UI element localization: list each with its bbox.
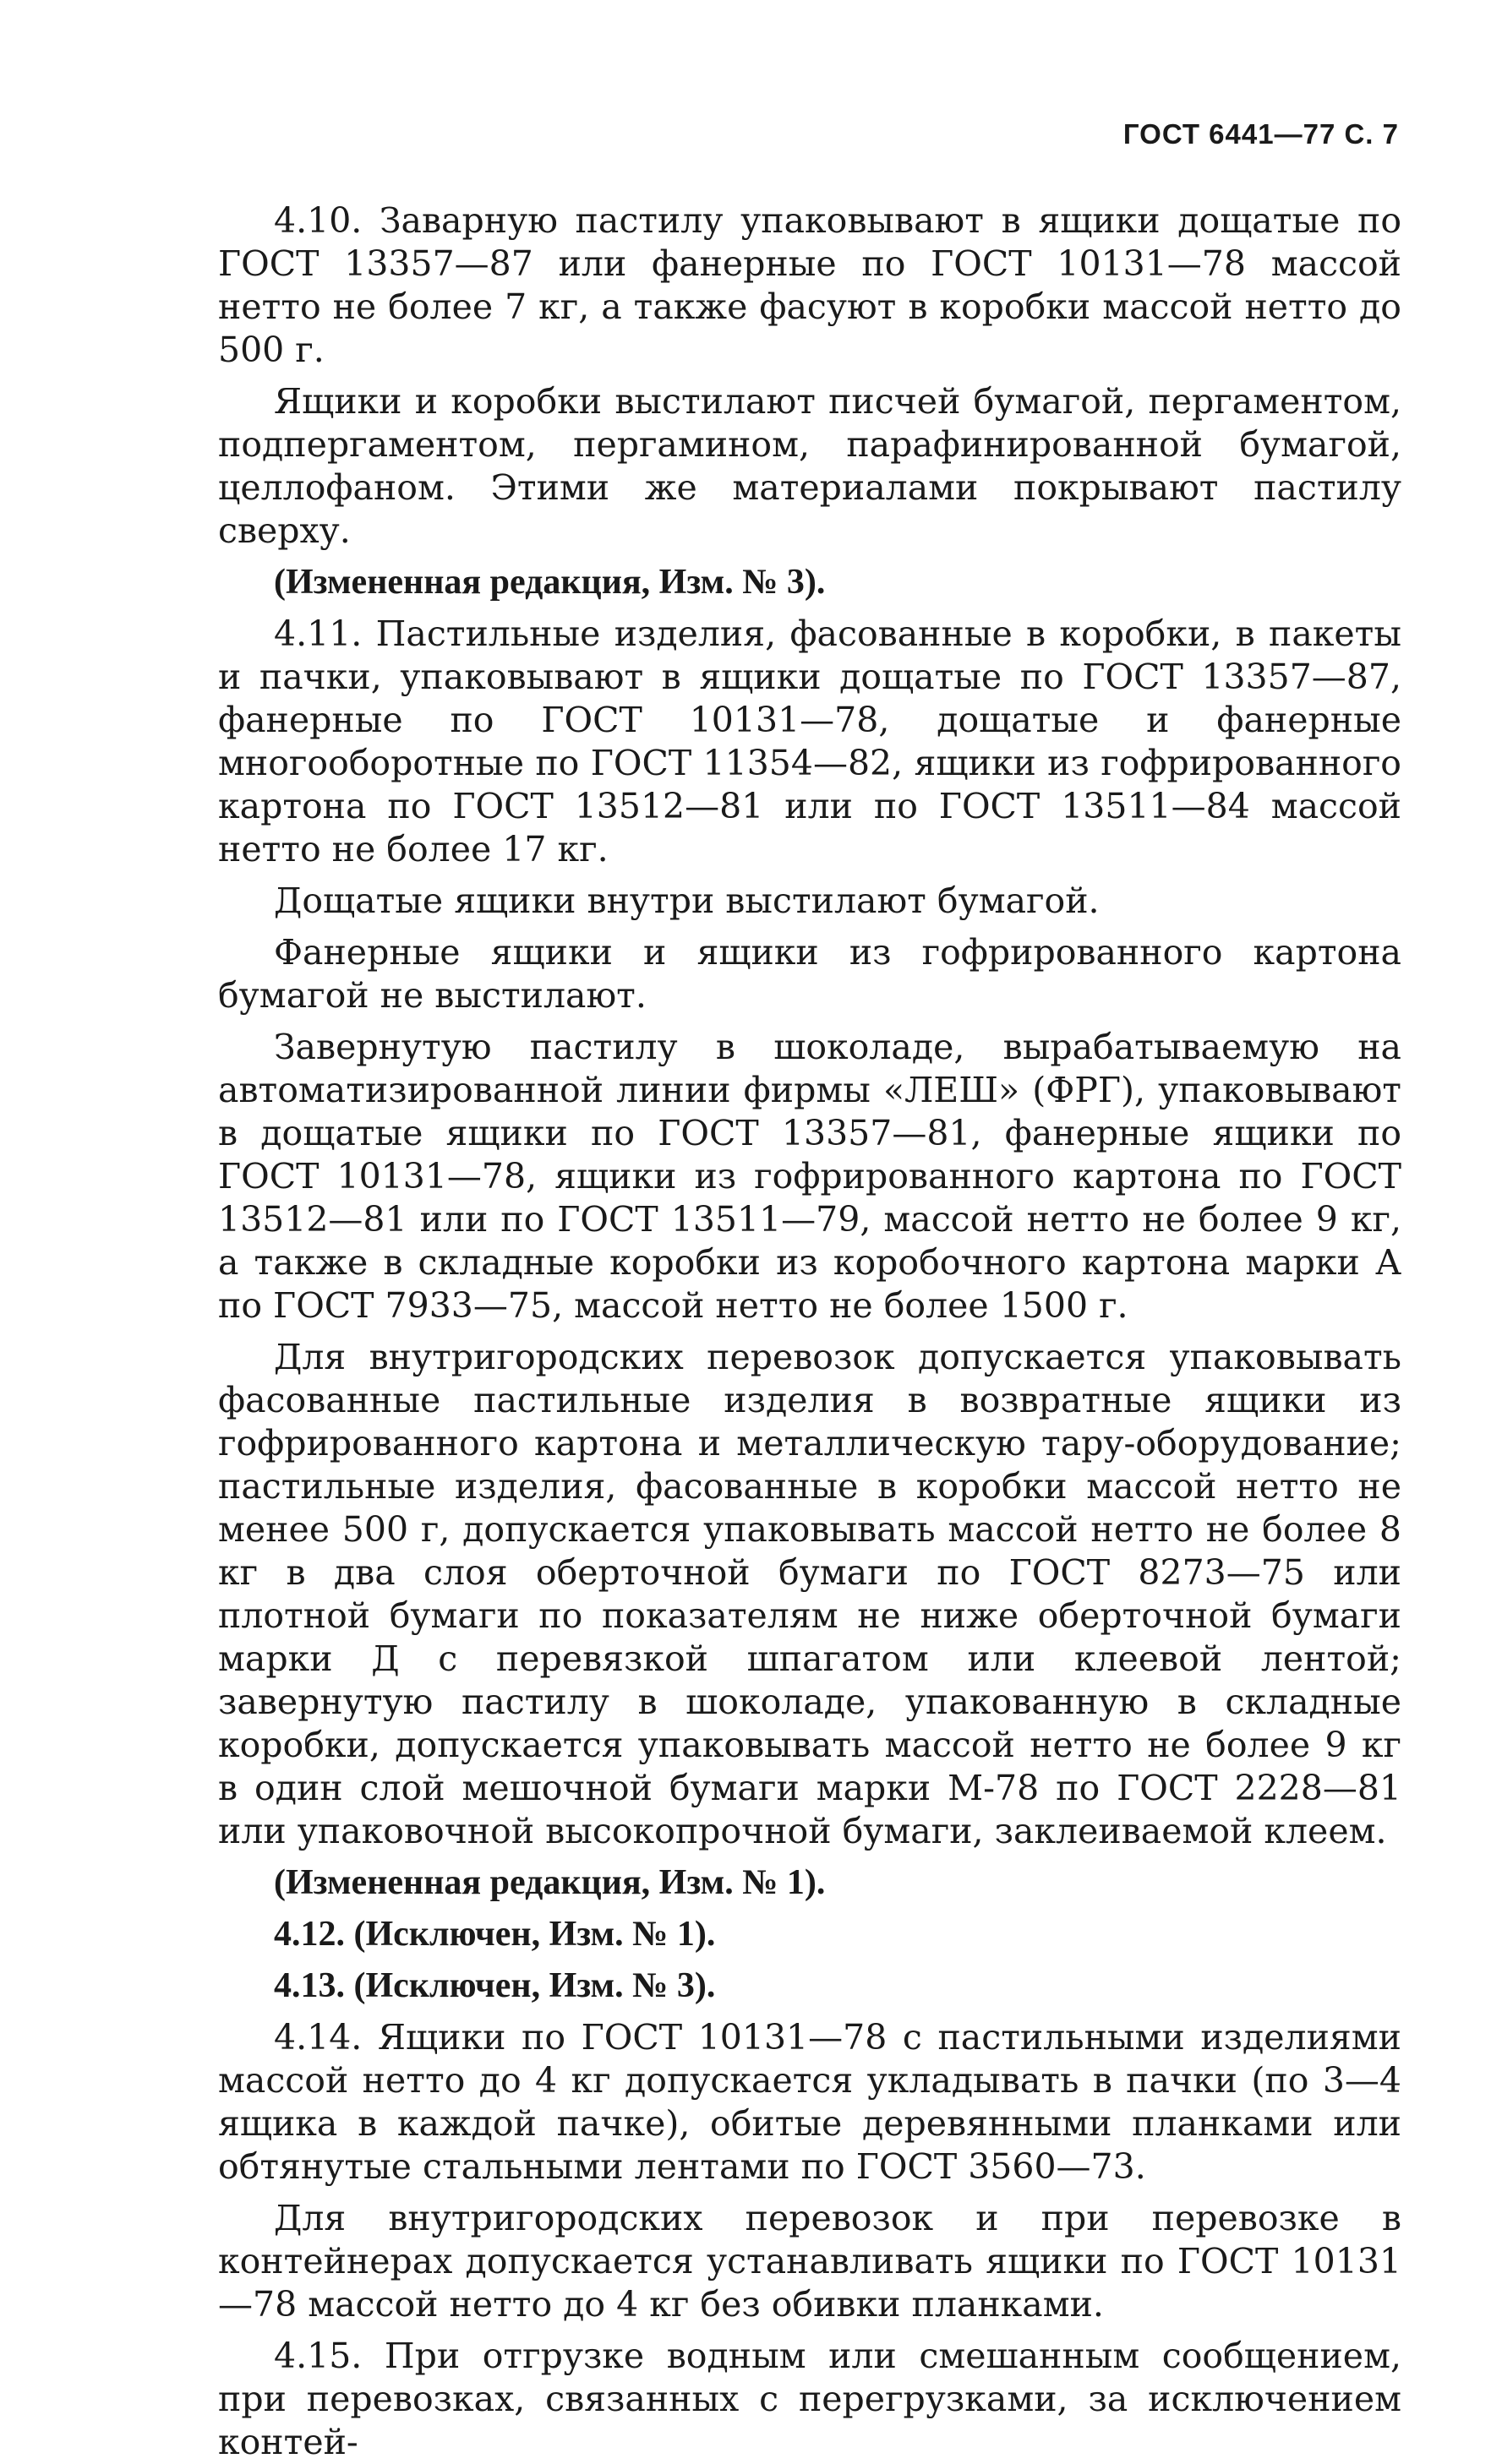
paragraph-chocolate-pastila: Завернутую пастилу в шоколаде, вырабатываемую на автоматизированной линии фирмы «ЛЕШ» (ФРГ), упаковывают в дощатые ящики по ГОСТ 13357—81, фанерные ящики по ГОСТ 10131—78, ящики из гофрированного картона по ГОСТ 13512—81 или по ГОСТ 13511—79, массой нетто не более 9 кг, а также в складные коробки из коробочного картона марки А по ГОСТ 7933—75, массой нетто не более 1500 г. [218,1027,1401,1326]
paragraph-4-11: 4.11. Пастильные изделия, фасованные в коробки, в пакеты и пачки, упаковывают в ящики дощатые по ГОСТ 13357—87, фанерные по ГОСТ 10131—78, дощатые и фанерные многооборотные по ГОСТ 11354—82, ящики из гофрированного картона по ГОСТ 13512—81 или по ГОСТ 13511—84 массой нетто не более 17 кг. [218,613,1401,869]
paragraph-4-14: 4.14. Ящики по ГОСТ 10131—78 с пастильными изделиями массой нетто до 4 кг допускается укладывать в пачки (по 3—4 ящика в каждой пачке), обитые деревянными планками или обтянутые стальными лентами по ГОСТ 3560—73. [218,2017,1401,2187]
document-body [218,199,1401,2464]
amendment-note: (Измененная редакция, Изм. № 1). [274,1863,826,1902]
amendment-note: (Измененная редакция, Изм. № 3). [274,563,826,602]
paragraph-4-10: 4.10. Заварную пастилу упаковывают в ящики дощатые по ГОСТ 13357—87 или фанерные по ГОСТ 10131—78 массой нетто не более 7 кг, а также фасуют в коробки массой нетто до 500 г. [218,200,1401,370]
paragraph-4-12: 4.12. (Исключен, Изм. № 1). [274,1915,716,1954]
paragraph-4-13: 4.13. (Исключен, Изм. № 3). [274,1966,716,2005]
paragraph-plywood-boxes: Фанерные ящики и ящики из гофрированного картона бумагой не выстилают. [218,932,1401,1016]
paragraph-lining: Ящики и коробки выстилают писчей бумагой, пергаментом, подпергаментом, пергамином, парафинированной бумагой, целлофаном. Этими же материалами покрывают пастилу сверху. [218,381,1401,551]
paragraph-container-transport: Для внутригородских перевозок и при перевозке в контейнерах допускается устанавливать ящики по ГОСТ 10131—78 массой нетто до 4 кг без обивки планками. [218,2198,1401,2325]
paragraph-wooden-boxes: Дощатые ящики внутри выстилают бумагой. [274,880,1100,921]
paragraph-city-transport: Для внутригородских перевозок допускается упаковывать фасованные пастильные изделия в возвратные ящики из гофрированного картона и металлическую тару-оборудование; пастильные изделия, фасованные в коробки массой нетто не менее 500 г, допускается упаковывать массой нетто не более 8 кг в два слоя оберточной бумаги по ГОСТ 8273—75 или плотной бумаги по показателям не ниже оберточной бумаги марки Д с перевязкой шпагатом или клеевой лентой; завернутую пастилу в шоколаде, упакованную в складные коробки, допускается упаковывать массой нетто не более 9 кг в один слой мешочной бумаги марки М-78 по ГОСТ 2228—81 или упаковочной высокопрочной бумаги, заклеиваемой клеем. [218,1337,1401,1851]
page-header: ГОСТ 6441—77 С. 7 [1122,118,1399,150]
paragraph-4-15: 4.15. При отгрузке водным или смешанным сообщением, при перевозках, связанных с перегрузками, за исключением контей- [218,2336,1401,2462]
